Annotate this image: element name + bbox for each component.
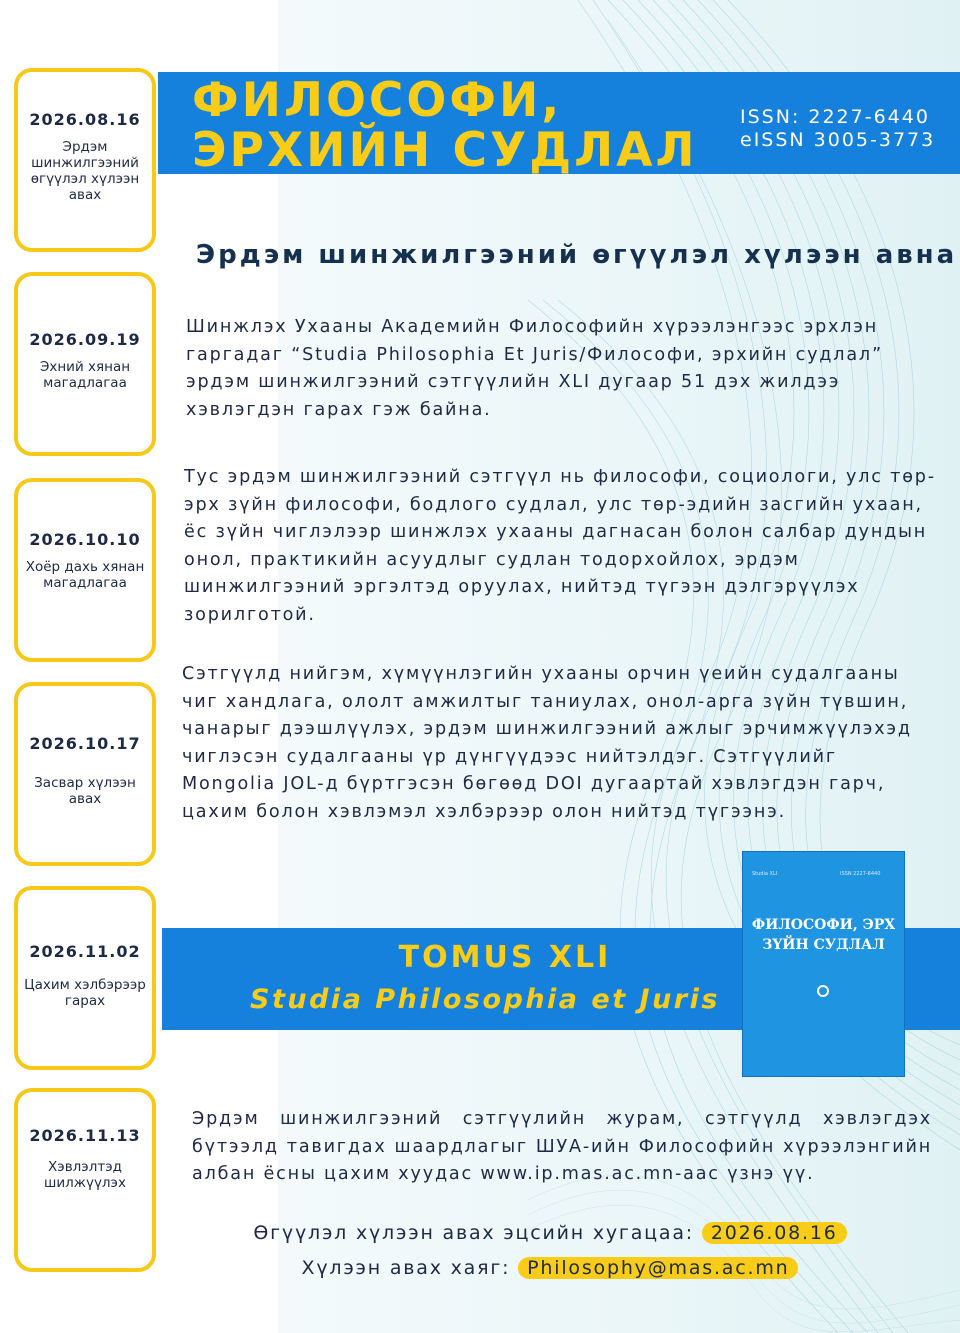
cover-small-left: Studia XLI xyxy=(752,871,778,877)
cover-title: ФИЛОСОФИ, ЭРХ ЗҮЙН СУДЛАЛ xyxy=(751,917,896,953)
cover-small-right: ISSN 2227-6440 xyxy=(840,871,881,877)
deadline-line xyxy=(0,1222,960,1244)
timeline-label: Цахим хэлбэрээр гарах xyxy=(24,977,146,1009)
timeline-label: Засвар хүлээн авах xyxy=(34,775,136,807)
issn: ISSN: 2227-6440 xyxy=(740,106,930,128)
timeline-label: Эрдэм шинжилгээний өгүүлэл хүлээн авах xyxy=(30,139,140,203)
eissn: eISSN 3005-3773 xyxy=(740,129,936,151)
timeline-label: Эхний хянан магадлагаа xyxy=(39,359,131,391)
tomus-latin-title: Studia Philosophia et Juris xyxy=(250,984,720,1015)
timeline-item xyxy=(14,272,156,456)
tomus-number: TOMUS XLI xyxy=(398,940,612,975)
timeline-date: 2026.11.02 xyxy=(29,942,141,961)
deadline-date-badge: 2026.08.16 xyxy=(702,1222,847,1244)
timeline-date: 2026.11.13 xyxy=(29,1126,141,1145)
indexing-paragraph: Сэтгүүлд нийгэм, хүмүүнлэгийн ухааны орчин үеийн судалгааны чиг хандлага, ололт амжилтыг таниулах, онол-арга зүйн түвшин, чанарыг дээшлүүлэх, эрдэм шинжилгээний ажлыг эрчимжүүлэхэд чиглэсэн судалгааны үр дүнгүүдээс нийтэлдэг. Сэтгүүлийг Mongolia JOL-д бүртгэсэн бөгөөд DOI дугаартай хэвлэгдэн гарч, цахим болон хэвлэмэл хэлбэрээр олон нийтэд түгээнэ. xyxy=(182,664,912,822)
timeline-item xyxy=(14,682,156,866)
journal-title-line2: ЭРХИЙН СУДЛАЛ xyxy=(192,123,698,178)
timeline-item xyxy=(14,68,156,252)
deadline-label: Өгүүлэл хүлээн авах эцсийн хугацаа: xyxy=(253,1222,694,1244)
issn-block xyxy=(740,106,935,152)
call-heading: Эрдэм шинжилгээний өгүүлэл хүлээн авна xyxy=(196,240,958,270)
timeline-label: Хэвлэлтэд шилжүүлэх xyxy=(44,1159,126,1191)
cover-emblem-icon xyxy=(817,985,829,997)
timeline-date: 2026.10.10 xyxy=(29,530,141,549)
address-label: Хүлээн авах хаяг: xyxy=(301,1257,511,1279)
email-link[interactable]: Philosophy@mas.ac.mn xyxy=(518,1257,798,1279)
timeline-item xyxy=(14,886,156,1070)
timeline-date: 2026.10.17 xyxy=(29,734,141,753)
timeline-date: 2026.08.16 xyxy=(29,110,141,129)
timeline-item xyxy=(14,478,156,662)
timeline-date: 2026.09.19 xyxy=(29,330,141,349)
guidelines-paragraph: Эрдэм шинжилгээний сэтгүүлийн журам, сэтгүүлд хэвлэгдэх бүтээлд тавигдах шаардлагыг ШУА-ийн Философийн хүрээлэнгийн албан ёсны цахим хуудас www.ip.mas.ac.mn-аас үзнэ үү. xyxy=(192,1109,932,1184)
journal-title-line1: ФИЛОСОФИ, xyxy=(192,73,563,128)
journal-cover-image xyxy=(742,851,905,1077)
address-line xyxy=(0,1257,960,1279)
journal-title xyxy=(192,73,698,178)
intro-paragraph: Шинжлэх Ухааны Академийн Философийн хүрээлэнгээс эрхлэн гаргадаг “Studia Philosophia Et Juris/Философи, эрхийн судлал” эрдэм шинжилгээний сэтгүүлийн XLI дугаар 51 дэх жилдээ хэвлэгдэн гарах гэж байна. xyxy=(186,317,883,420)
timeline-label: Хоёр дахь хянан магадлагаа xyxy=(25,559,145,591)
scope-paragraph: Тус эрдэм шинжилгээний сэтгүүл нь философи, социологи, улс төр-эрх зүйн философи, бодлого судлал, улс төр-эдийн засгийн ухаан, ёс зүйн чиглэлээр шинжлэх ухааны дагнасан болон салбар дундын онол, практикийн асуудлыг судлан тодорхойлох, эрдэм шинжилгээний эргэлтэд оруулах, нийтэд түгээн дэлгэрүүлэх зорилготой. xyxy=(184,467,936,625)
timeline-item xyxy=(14,1088,156,1272)
